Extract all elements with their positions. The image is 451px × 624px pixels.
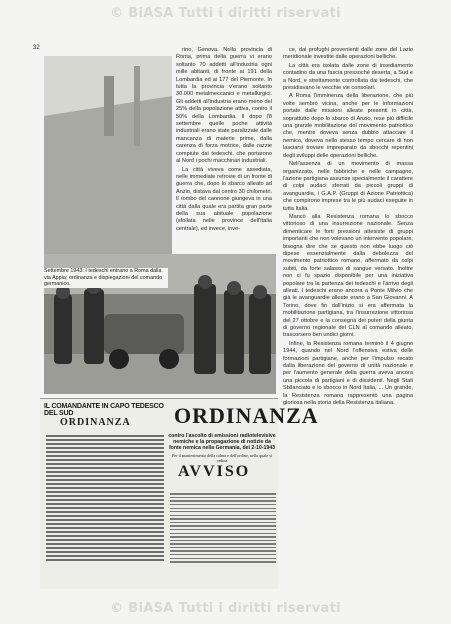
paragraph: Mancò alla Resistenza romana lo sbocco vittorioso di una insurrezione nazionale. Senza dimenticare le forti pressioni attesiste di gruppi importanti che non volevano un intervento popolare, bisogna dire che se questo non ebbe luogo ciò dipese essenzialmente dalla debolezza del movimento patriottico romano, affermato da colpi subiti, da forte salasso di sangue versato. Inoltre non ci fu spazio disponibile per una iniziativa popolare tra la partenza dei tedeschi e l'arrivo degli alleati. I tedeschi erano ancora a Ponte Milvio che già le avanguardie alleate erano a San Giovanni. A Torino, dove fin dall'inizio si era affermata la mobilitazione partigiana, tra l'insurrezione vittoriosa del 27 ottobre e la consegna dei poteri della giunta di governo regionale del CLN al comando alleato, trascorsero ben undici giorni. xyxy=(283,213,413,339)
paragraph: Nell'assenza di un movimento di massa organizzato, nelle fabbriche e nelle campagne, l'azione partigiana assunse specialmente il carattere di colpi audaci sferrati da piccoli gruppi di avanguardia, i G.A.P. (Gruppi di Azione Patriottica) che compirono imprese tra le più audaci eseguite in tutta Italia. xyxy=(283,161,413,212)
poster-left-heading: ORDINANZA xyxy=(60,417,131,428)
poster-left-title: IL COMANDANTE IN CAPO TEDESCO DEL SUD xyxy=(44,403,164,417)
watermark-bottom: © BiASA Tutti i diritti riservati xyxy=(110,601,341,616)
photo-caption: Settembre 1943: I tedeschi entrano a Roma dalla via Appia; ordinanza e dispiegazioni del comando germanico. xyxy=(44,268,168,288)
page-number: 32 xyxy=(33,45,40,51)
paragraph: Infine, la Resistenza romana terminò il 4 giugno 1944, quando nel Nord l'offensiva estiva delle formazioni partigiane, anche per l'impulso recato dalla liberazione del governo di unità nazionale e per l'aumento generale della guerra aveva ancora una piccola di partigiani e di dissidenti. Negli Stati Sbilanciato e lo sbocco in Nord Italia, ... Un grande, la Resistenza romana rappresentò una pagina gloriosa nella storia della Resistenza italiana. xyxy=(283,340,413,407)
paragraph: ce, dai profughi provenienti dalle zone del Lazio meridionale investite dalle operazioni belliche. xyxy=(283,47,413,61)
poster-right-text xyxy=(170,491,276,565)
poster-right-heading: ORDINANZA xyxy=(174,403,319,428)
paragraph: A Roma l'imminenza della liberazione, che più volte sembrò vicina, anche per le informazioni portate dalle missioni alleate presenti in città, soprattutto dopo lo sbarco di Anzio, rese più difficile una grande mobilitazione del movimento patriottico che, mentre doveva senza dubbio attaccare il nemico, doveva nello stesso tempo cercare di non lasciarsi trovare impreparato da sbocchi repentini degli sviluppi delle operazioni belliche. xyxy=(283,93,413,159)
poster-left-text xyxy=(46,433,164,583)
paragraph: rino, Genova. Nella provincia di Roma, prima della guerra vi erano soltanto 70 addetti all'industria ogni mille abitanti, di fronte ai 191 della Lombardia ed ai 177 del Piemonte. In tutta la provincia v'erano soltanto 30.000 metalmeccanici e metallurgici. Gli addetti all'industria erano meno del 25% della popolazione attiva, contro il 50% della Lombardia. Il dopo l'8 settembre quelle poche attività industriali erano state paralizzate dalle mancanza di materie prime, dalla carenza di forza motrice, dalle razzie compiute dai tedeschi, che portarono al Nord i pochi macchinari industriali. xyxy=(176,47,272,165)
poster-avviso-heading: AVVISO xyxy=(178,463,251,480)
photo-soldiers-street xyxy=(44,56,172,266)
text-column-middle xyxy=(176,47,272,247)
text-column-right xyxy=(283,47,413,583)
poster-right-note: Per il mantenimento della calma e dell'ordine, nella quale si ordina xyxy=(171,453,273,464)
ordinanza-poster xyxy=(40,398,319,589)
paragraph: La città viveva come assediata, nelle immediate retrovie di un fronte di guerra che, dopo lo sbarco alleato ad Anzio, distava dal centro 30 chilometri. Il rombo del cannone giungeva in una città dalla quale era partita gran parte della sua abituale popolazione (sfollata nelle province dell'Italia centrale), ed invece, inve- xyxy=(176,166,272,232)
poster-right-subtitle: contro l'ascolto di emissioni radiotelevisive nemiche e la propagazione di notizie da fonte nemica nella Germania, del 2-10-1943 xyxy=(168,433,276,451)
paragraph: La città era isolata dalle zone di insediamento contadino da una fascia pressoché deserta, a Sud e a Nord, e strettamente controllata dai tedeschi, che presidiavano le vecchie vie consolari. xyxy=(283,62,413,92)
watermark-top: © BiASA Tutti i diritti riservati xyxy=(110,6,341,21)
